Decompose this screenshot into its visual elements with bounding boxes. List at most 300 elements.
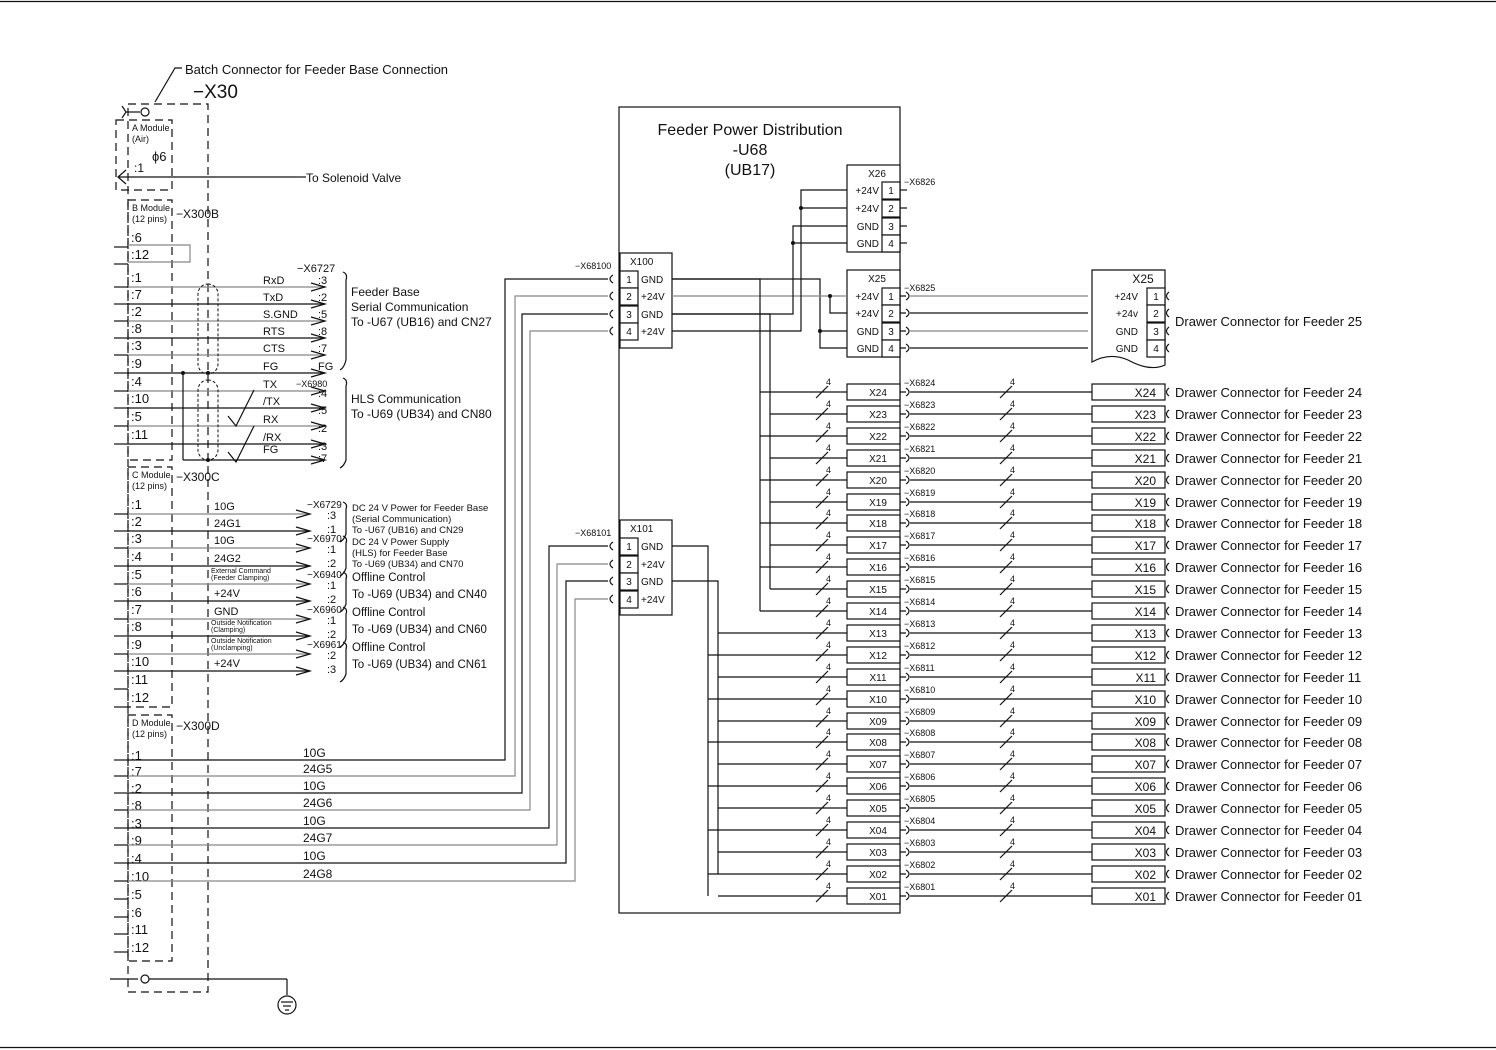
d-module-pin: :7 (131, 764, 142, 779)
feeder-ref: −X6812 (904, 641, 936, 651)
wire-count: 4 (826, 530, 832, 540)
group-desc: Offline Control (352, 642, 426, 654)
b-module-pin: :10 (131, 391, 150, 406)
signal-label: +24V (214, 658, 240, 670)
wire-count: 4 (1010, 508, 1016, 518)
plug-icon (900, 629, 909, 637)
d-signal-label: 10G (303, 779, 326, 793)
b-module-sub: (12 pins) (132, 214, 168, 224)
feeder-id: X04 (869, 826, 887, 837)
wire-count: 4 (1010, 749, 1016, 759)
c-module-sub: (12 pins) (132, 481, 168, 491)
socket-icon (1167, 870, 1170, 878)
feeder-ref: −X6805 (904, 794, 936, 804)
drawer-label: Drawer Connector for Feeder 13 (1175, 626, 1363, 641)
drawer-label: Drawer Connector for Feeder 20 (1175, 473, 1363, 488)
junction-dot (791, 241, 795, 245)
socket-icon (1167, 519, 1170, 527)
drawer-label: Drawer Connector for Feeder 21 (1175, 451, 1363, 466)
d-module-pin: :9 (131, 833, 142, 848)
c-module-pin: :9 (131, 637, 142, 652)
connector-ref: −X6970 (307, 534, 342, 545)
drawer-label: Drawer Connector for Feeder 17 (1175, 538, 1363, 553)
pin-signal: GND (856, 239, 879, 250)
b-module-pin: :3 (131, 338, 142, 353)
serial-signal-label: RTS (263, 326, 285, 338)
brace (340, 378, 347, 468)
plug-icon (122, 106, 126, 118)
drawer-id: X03 (1134, 846, 1156, 860)
plug-icon (900, 651, 909, 659)
drawer-id: X24 (1134, 386, 1156, 400)
u68-sub: (UB17) (724, 162, 776, 179)
socket-icon (141, 975, 149, 983)
c-module-pin: :8 (131, 619, 142, 634)
feeder-ref: −X6818 (904, 509, 936, 519)
connector-pin: :3 (327, 664, 337, 676)
socket-icon (610, 275, 613, 283)
plug-icon (900, 892, 909, 900)
plug-icon (900, 309, 909, 317)
wire-count: 4 (826, 377, 832, 387)
serial-signal-label: CTS (263, 343, 285, 355)
connector-pin: :3 (327, 510, 337, 522)
c-module-pin: :10 (131, 654, 150, 669)
junction-dot (206, 371, 210, 375)
socket-icon (1167, 804, 1170, 812)
d-module-pin: :4 (131, 851, 142, 866)
wire-count: 4 (1010, 377, 1016, 387)
feeder-id: X23 (869, 410, 887, 421)
serial-dest-pin: :2 (318, 292, 328, 304)
socket-icon (1167, 388, 1170, 396)
c-module-pin: :12 (131, 690, 150, 705)
drawer-id: X12 (1134, 649, 1156, 663)
connector-ref: −X6940 (307, 570, 342, 581)
b-module-pin: :12 (131, 247, 150, 262)
feeder-id: X16 (869, 563, 887, 574)
serial-dest-pin: :7 (318, 343, 328, 355)
socket-icon (1167, 410, 1170, 418)
group-desc: To -U69 (UB34) and CN61 (352, 659, 487, 671)
connector-pin: :1 (327, 524, 337, 536)
pin-number: 2 (626, 560, 632, 571)
drawer-label: Drawer Connector for Feeder 15 (1175, 582, 1363, 597)
d-signal-label: 10G (303, 849, 326, 863)
pin-number: 4 (1153, 344, 1159, 355)
feeder-ref: −X6801 (904, 882, 936, 892)
serial-desc: Serial Communication (351, 300, 469, 314)
socket-icon (1167, 498, 1170, 506)
connector-ref: −X6960 (307, 605, 342, 616)
feeder-ref: −X6811 (904, 663, 935, 673)
hls-signal-label: /RX (263, 432, 282, 444)
drawer-label: Drawer Connector for Feeder 03 (1175, 845, 1363, 860)
pin-number: 4 (888, 239, 894, 250)
drawer-label: Drawer Connector for Feeder 04 (1175, 823, 1363, 838)
junction-dot (799, 206, 803, 210)
b-module-name: B Module (132, 203, 171, 213)
drawer-id: X22 (1134, 430, 1156, 444)
wire-count: 4 (826, 487, 832, 497)
c-module-pin: :1 (131, 497, 142, 512)
wire-count: 4 (1010, 443, 1016, 453)
drawer-label: Drawer Connector for Feeder 02 (1175, 867, 1363, 882)
feeder-id: X07 (869, 760, 887, 771)
drawer-id: X13 (1134, 627, 1156, 641)
feeder-ref: −X6802 (904, 860, 936, 870)
feeder-ref: −X6813 (904, 619, 936, 629)
plug-icon (900, 476, 909, 484)
socket-icon (1167, 541, 1170, 549)
hls-signal-label: /TX (263, 396, 281, 408)
pin-signal: +24V (855, 204, 879, 215)
feeder-id: X21 (869, 454, 887, 465)
c-module-ref: −X300C (176, 470, 220, 484)
drawer-id: X01 (1134, 890, 1156, 904)
d-module-pin: :12 (131, 940, 150, 955)
wire-count: 4 (826, 837, 832, 847)
c-module-pin: :6 (131, 584, 142, 599)
plug-icon (900, 585, 909, 593)
b-module-pin: :8 (131, 321, 142, 336)
connector-ref: −X6961 (307, 640, 342, 651)
drawer-label: Drawer Connector for Feeder 09 (1175, 714, 1363, 729)
plug-icon (900, 327, 909, 335)
c-module-pin: :2 (131, 514, 142, 529)
connector-pin: :2 (327, 629, 337, 641)
drawer-id: X10 (1134, 693, 1156, 707)
drawer-id: X02 (1134, 868, 1156, 882)
socket-icon (1167, 738, 1170, 746)
hls-signal-label: TX (263, 379, 278, 391)
b-module-pin: :1 (131, 270, 142, 285)
drawer-id: X19 (1134, 496, 1156, 510)
u68-title: Feeder Power Distribution (657, 122, 843, 139)
socket-icon (610, 560, 613, 568)
signal-label: (Unclamping) (211, 645, 253, 652)
serial-signal-label: FG (263, 361, 279, 373)
pin-number: 2 (1153, 309, 1159, 320)
x26-ref: −X6826 (904, 177, 936, 187)
wire-count: 4 (826, 706, 832, 716)
wire-count: 4 (826, 815, 832, 825)
wire-count: 4 (826, 793, 832, 803)
wire-count: 4 (1010, 684, 1016, 694)
drawer-label: Drawer Connector for Feeder 23 (1175, 407, 1363, 422)
pin-number: 2 (888, 204, 894, 215)
feeder-id: X20 (869, 476, 887, 487)
feeder-ref: −X6808 (904, 728, 936, 738)
drawer-id: X07 (1134, 758, 1156, 772)
drawer-id: X08 (1134, 736, 1156, 750)
feeder-id: X10 (869, 695, 887, 706)
plug-icon (900, 292, 909, 300)
feeder-ref: −X6814 (904, 597, 936, 607)
signal-label: 24G2 (214, 553, 241, 565)
x101-name: X101 (630, 524, 654, 535)
b-module-pin: :11 (131, 427, 149, 442)
signal-label: +24V (214, 588, 240, 600)
feeder-ref: −X6820 (904, 466, 936, 476)
wire-count: 4 (826, 881, 832, 891)
feeder-ref: −X6823 (904, 400, 936, 410)
wire-count: 4 (1010, 815, 1016, 825)
feeder-id: X06 (869, 782, 887, 793)
drawer-id: X09 (1134, 715, 1156, 729)
b-module-pin: :4 (131, 374, 142, 389)
hls-dest-pin: :2 (318, 423, 328, 435)
batch-connector-title: Batch Connector for Feeder Base Connection (185, 62, 449, 77)
feeder-ref: −X6804 (904, 816, 936, 826)
signal-label: GND (214, 606, 239, 618)
connector-pin: :2 (327, 594, 337, 606)
socket-icon (1167, 563, 1170, 571)
d-module-pin: :2 (131, 781, 142, 796)
feeder-id: X14 (869, 607, 887, 618)
wire-count: 4 (826, 618, 832, 628)
pin-signal: +24v (1116, 309, 1138, 320)
feeder-id: X11 (869, 673, 887, 684)
pin-signal: GND (641, 310, 664, 321)
pin-number: 3 (888, 222, 894, 233)
wire-count: 4 (826, 749, 832, 759)
b-module-pin: :7 (131, 287, 142, 302)
pin-signal: +24V (641, 292, 665, 303)
wire-count: 4 (1010, 399, 1016, 409)
group-desc: (HLS) for Feeder Base (352, 548, 448, 559)
pin-number: 1 (1153, 292, 1159, 303)
a-module-pipe-size: ϕ6 (152, 149, 167, 164)
drawer-label: Drawer Connector for Feeder 22 (1175, 429, 1363, 444)
pin-number: 1 (626, 275, 632, 286)
feeder-ref: −X6815 (904, 575, 936, 585)
b-module-pin: :9 (131, 356, 142, 371)
drawer-label: Drawer Connector for Feeder 16 (1175, 560, 1363, 575)
feeder-id: X24 (869, 388, 887, 399)
ground-icon (278, 996, 296, 1014)
drawer-label: Drawer Connector for Feeder 18 (1175, 516, 1363, 531)
x25-ref: −X6825 (904, 283, 936, 293)
plug-icon (900, 695, 909, 703)
wire-count: 4 (1010, 640, 1016, 650)
drawer-id: X04 (1134, 824, 1156, 838)
feeder-ref: −X6816 (904, 553, 936, 563)
drawer-id: X06 (1134, 780, 1156, 794)
pin-number: 3 (626, 577, 632, 588)
serial-dest-pin: FG (318, 361, 334, 373)
connector-pin: :1 (327, 544, 337, 556)
socket-icon (610, 595, 613, 603)
pin-number: 4 (626, 595, 632, 606)
drawer-label: Drawer Connector for Feeder 24 (1175, 385, 1363, 400)
wire-count: 4 (1010, 530, 1016, 540)
socket-icon (1167, 344, 1170, 352)
b-module-pin: :5 (131, 409, 142, 424)
wire-count: 4 (1010, 574, 1016, 584)
wire-count: 4 (826, 574, 832, 584)
junction-dot (181, 371, 185, 375)
signal-label: (Feeder Clamping) (211, 575, 270, 582)
group-desc: DC 24 V Power Supply (352, 537, 450, 548)
drawer-id: X21 (1134, 452, 1156, 466)
serial-signal-label: TxD (263, 292, 284, 304)
drawer-id: X16 (1134, 561, 1156, 575)
connector-ref: −X6729 (307, 500, 342, 511)
feeder-ref: −X6807 (904, 750, 936, 760)
hls-desc: To -U69 (UB34) and CN80 (351, 407, 492, 421)
wire-count: 4 (826, 443, 832, 453)
wire-count: 4 (1010, 706, 1016, 716)
socket-icon (610, 310, 613, 318)
socket-icon (1167, 629, 1170, 637)
drawer-id: X23 (1134, 408, 1156, 422)
drawer-id: X14 (1134, 605, 1156, 619)
solenoid-valve-label: To Solenoid Valve (306, 171, 402, 185)
wire-count: 4 (1010, 465, 1016, 475)
c-module-pin: :11 (131, 672, 149, 687)
plug-icon (900, 804, 909, 812)
d-module-pin: :5 (131, 887, 142, 902)
hls-signal-label: FG (263, 444, 279, 456)
pin-signal: +24V (641, 560, 665, 571)
plug-icon (900, 760, 909, 768)
c-module-pin: :5 (131, 567, 142, 582)
plug-icon (900, 848, 909, 856)
drawer-label: Drawer Connector for Feeder 07 (1175, 757, 1363, 772)
pin-signal: +24V (641, 327, 665, 338)
socket-icon (1167, 454, 1170, 462)
wire-count: 4 (826, 596, 832, 606)
pin-signal: GND (856, 327, 879, 338)
drawer-id: X18 (1134, 517, 1156, 531)
wire-count: 4 (1010, 793, 1016, 803)
x100-ref: −X68100 (575, 261, 612, 271)
pin-number: 3 (1153, 327, 1159, 338)
connector-pin: :1 (327, 615, 337, 627)
plug-icon (900, 870, 909, 878)
wire-count: 4 (826, 859, 832, 869)
plug-icon (900, 607, 909, 615)
plug-icon (900, 388, 909, 396)
feeder-id: X05 (869, 804, 887, 815)
feeder-ref: −X6806 (904, 772, 936, 782)
feeder-id: X15 (869, 585, 887, 596)
u68-ref: -U68 (732, 142, 768, 159)
socket-icon (1167, 717, 1170, 725)
wire-count: 4 (826, 508, 832, 518)
feeder-id: X22 (869, 432, 887, 443)
serial-dest-pin: :3 (318, 275, 328, 287)
feeder-ref: −X6821 (904, 444, 936, 454)
brace (340, 272, 347, 370)
pin-signal: GND (856, 222, 879, 233)
x25-name: X25 (868, 274, 886, 285)
feeder-id: X17 (869, 541, 887, 552)
signal-label: 10G (214, 501, 235, 513)
feeder-id: X18 (869, 519, 887, 530)
d-module-pin: :6 (131, 905, 142, 920)
wire-count: 4 (826, 465, 832, 475)
feeder-ref: −X6809 (904, 707, 936, 717)
wire-count: 4 (1010, 837, 1016, 847)
group-desc: DC 24 V Power for Feeder Base (352, 503, 489, 514)
x30-ref: −X30 (193, 82, 238, 103)
pin-number: 4 (888, 344, 894, 355)
serial-desc: Feeder Base (351, 285, 420, 299)
drawer-id: X20 (1134, 474, 1156, 488)
wire-count: 4 (826, 684, 832, 694)
plug-icon (900, 344, 909, 352)
wire-count: 4 (826, 421, 832, 431)
connector-pin: :2 (327, 650, 337, 662)
feeder-id: X02 (869, 870, 887, 881)
pin-signal: GND (856, 344, 879, 355)
d-module-sub: (12 pins) (132, 729, 168, 739)
pin-signal: GND (1115, 327, 1138, 338)
feeder-id: X08 (869, 738, 887, 749)
feeder-ref: −X6824 (904, 378, 936, 388)
wire-count: 4 (826, 640, 832, 650)
plug-icon (900, 498, 909, 506)
socket-icon (1167, 309, 1170, 317)
wire-count: 4 (826, 399, 832, 409)
c-module-pin: :3 (131, 531, 142, 546)
pin-number: 2 (888, 309, 894, 320)
feed-wire (128, 296, 608, 776)
hls-dest-pin: :5 (318, 405, 328, 417)
x100-name: X100 (630, 257, 654, 268)
socket-icon (1167, 760, 1170, 768)
a-module-name: A Module (132, 123, 170, 133)
plug-icon (900, 673, 909, 681)
feeder-ref: −X6819 (904, 488, 936, 498)
socket-icon (610, 327, 613, 335)
pin-signal: +24V (1114, 292, 1138, 303)
feeder-ref: −X6822 (904, 422, 936, 432)
socket-icon (1167, 673, 1170, 681)
drawer-label: Drawer Connector for Feeder 14 (1175, 604, 1363, 619)
drawer-label: Drawer Connector for Feeder 19 (1175, 495, 1363, 510)
plug-icon (900, 541, 909, 549)
drawer-label: Drawer Connector for Feeder 01 (1175, 889, 1363, 904)
b-module-pin: :6 (131, 230, 142, 245)
drawer-label: Drawer Connector for Feeder 11 (1175, 670, 1362, 685)
pin-number: 3 (888, 327, 894, 338)
signal-label: Outside Notification (211, 638, 272, 645)
serial-dest-pin: :5 (318, 309, 328, 321)
wire-count: 4 (1010, 859, 1016, 869)
signal-label: 10G (214, 535, 235, 547)
feeder-id: X03 (869, 848, 887, 859)
plug-icon (900, 454, 909, 462)
wire-count: 4 (1010, 552, 1016, 562)
plug-icon (900, 826, 909, 834)
d-module-pin: :11 (131, 922, 149, 937)
feeder-id: X12 (869, 651, 887, 662)
drawer-id: X05 (1134, 802, 1156, 816)
socket-icon (1167, 848, 1170, 856)
d-module-pin: :1 (131, 748, 142, 763)
plug-icon (900, 782, 909, 790)
plug-icon (900, 738, 909, 746)
pin-number: 1 (888, 186, 894, 197)
drawer-id: X17 (1134, 539, 1156, 553)
wire-count: 4 (1010, 727, 1016, 737)
junction-dot (828, 294, 832, 298)
leader-line (155, 68, 182, 102)
drawer-label: Drawer Connector for Feeder 06 (1175, 779, 1363, 794)
